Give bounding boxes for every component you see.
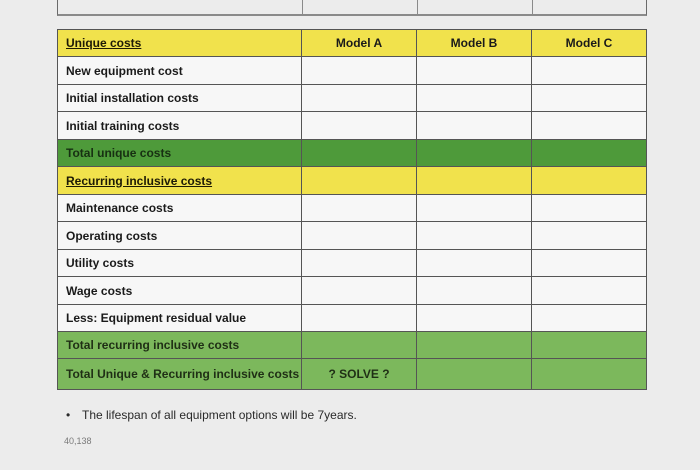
cell-model-c[interactable] <box>532 195 647 222</box>
table-row <box>58 222 647 250</box>
row-label-grand-total: Total Unique & Recurring inclusive costs <box>58 359 302 390</box>
cell-model-c <box>532 167 647 195</box>
cell-model-b[interactable] <box>417 112 532 140</box>
cell-model-b[interactable] <box>417 332 532 359</box>
unique-costs-heading: Unique costs <box>58 30 302 57</box>
cell-model-c[interactable] <box>532 85 647 112</box>
row-label-training: Initial training costs <box>58 112 302 140</box>
table-header-row <box>58 30 647 57</box>
cell-model-c[interactable] <box>532 359 647 390</box>
cell-model-c[interactable] <box>532 277 647 305</box>
row-label-operating: Operating costs <box>58 222 302 250</box>
model-c-header: Model C <box>532 30 647 57</box>
table-row <box>58 277 647 305</box>
cell-model-b[interactable] <box>417 277 532 305</box>
row-label-maintenance: Maintenance costs <box>58 195 302 222</box>
cell-model-c[interactable] <box>532 57 647 85</box>
model-a-header: Model A <box>302 30 417 57</box>
cost-comparison-table <box>57 29 647 390</box>
cell-model-a[interactable] <box>302 85 417 112</box>
cell-model-b <box>417 167 532 195</box>
cell-model-a[interactable] <box>302 250 417 277</box>
cell-model-b[interactable] <box>417 250 532 277</box>
table-row <box>58 250 647 277</box>
cell-model-c[interactable] <box>532 140 647 167</box>
recurring-header-row <box>58 167 647 195</box>
table-row <box>58 85 647 112</box>
cell-model-b[interactable] <box>417 222 532 250</box>
grand-total-row <box>58 359 647 390</box>
row-label-wage: Wage costs <box>58 277 302 305</box>
cell-model-a[interactable] <box>302 195 417 222</box>
row-label-residual: Less: Equipment residual value <box>58 305 302 332</box>
row-label-new-equipment: New equipment cost <box>58 57 302 85</box>
cell-model-c[interactable] <box>532 332 647 359</box>
row-label-installation: Initial installation costs <box>58 85 302 112</box>
cell-model-c[interactable] <box>532 250 647 277</box>
table-row <box>58 112 647 140</box>
table-row <box>58 195 647 222</box>
lifespan-note-text: The lifespan of all equipment options will be 7years. <box>82 408 357 422</box>
cell-model-a[interactable] <box>302 112 417 140</box>
row-label-total-unique: Total unique costs <box>58 140 302 167</box>
cell-model-b[interactable] <box>417 195 532 222</box>
cell-model-a[interactable] <box>302 140 417 167</box>
row-label-total-recurring: Total recurring inclusive costs <box>58 332 302 359</box>
previous-table-edge <box>57 0 647 16</box>
table-row <box>58 57 647 85</box>
table-row <box>58 305 647 332</box>
cell-model-a[interactable] <box>302 57 417 85</box>
cell-model-c[interactable] <box>532 305 647 332</box>
footer-number: 40,138 <box>64 436 92 446</box>
recurring-costs-heading: Recurring inclusive costs <box>58 167 302 195</box>
cell-model-a[interactable] <box>302 332 417 359</box>
column-divider <box>302 0 303 14</box>
cell-model-b[interactable] <box>417 359 532 390</box>
cell-model-a[interactable] <box>302 222 417 250</box>
model-b-header: Model B <box>417 30 532 57</box>
lifespan-note <box>66 408 357 422</box>
column-divider <box>417 0 418 14</box>
cell-model-b[interactable] <box>417 305 532 332</box>
total-unique-row <box>58 140 647 167</box>
cell-model-c[interactable] <box>532 112 647 140</box>
cell-model-c[interactable] <box>532 222 647 250</box>
cell-model-a[interactable] <box>302 277 417 305</box>
cell-model-b[interactable] <box>417 140 532 167</box>
cell-model-a[interactable] <box>302 305 417 332</box>
row-label-utility: Utility costs <box>58 250 302 277</box>
bullet-icon: • <box>66 408 71 422</box>
cell-model-b[interactable] <box>417 57 532 85</box>
solve-cell[interactable]: ? SOLVE ? <box>302 359 417 390</box>
total-recurring-row <box>58 332 647 359</box>
column-divider <box>532 0 533 14</box>
cell-model-b[interactable] <box>417 85 532 112</box>
cell-model-a <box>302 167 417 195</box>
